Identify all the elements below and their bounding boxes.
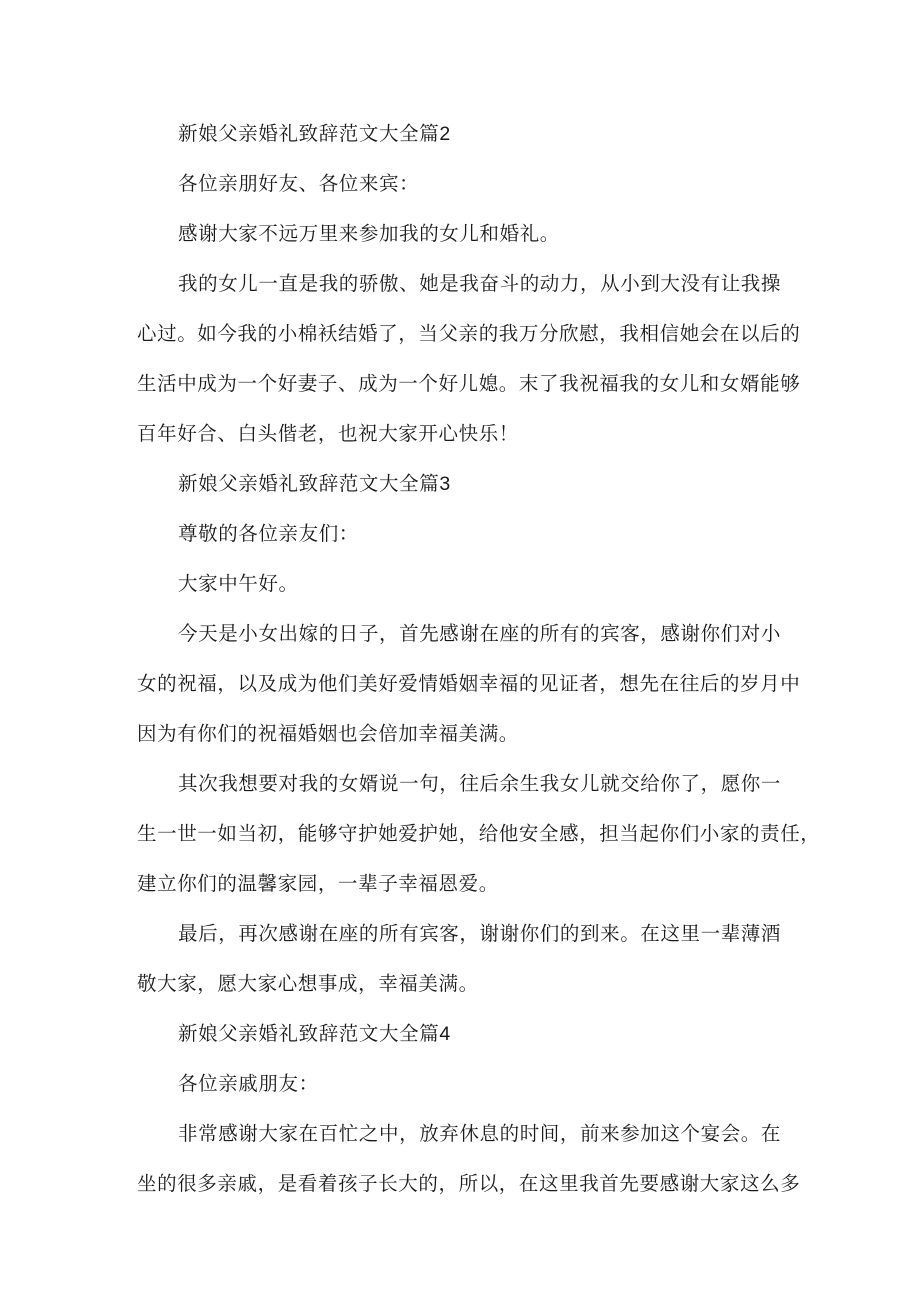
paragraph [137, 262, 801, 455]
paragraph [137, 1112, 801, 1205]
paragraph-line: 建立你们的温馨家园，一辈子幸福恩爱。 [137, 872, 499, 895]
salutation: 尊敬的各位亲友们： [178, 522, 359, 545]
paragraph [137, 762, 821, 905]
document-body [137, 112, 821, 1205]
paragraph-line: 因为有你们的祝福婚姻也会倍加幸福美满。 [137, 722, 519, 745]
salutation: 各位亲戚朋友： [178, 1072, 319, 1095]
paragraph-line: 女的祝福，以及成为他们美好爱情婚姻幸福的见证者，想先在往后的岁月中 [137, 672, 801, 695]
paragraph-line: 心过。如今我的小棉袄结婚了，当父亲的我万分欣慰，我相信她会在以后的 [137, 322, 801, 345]
paragraph-line: 其次我想要对我的女婿说一句，往后余生我女儿就交给你了，愿你一 [178, 772, 782, 795]
paragraph [137, 612, 801, 755]
paragraph-line: 大家中午好。 [178, 572, 299, 595]
paragraph [137, 912, 793, 1005]
paragraph-line: 百年好合、白头偕老，也祝大家开心快乐！ [137, 422, 519, 445]
paragraph-line: 坐的很多亲戚，是看着孩子长大的，所以，在这里我首先要感谢大家这么多 [137, 1172, 801, 1195]
paragraph-line: 感谢大家不远万里来参加我的女儿和婚礼。 [178, 222, 560, 245]
section-heading: 新娘父亲婚礼致辞范文大全篇4 [178, 1022, 451, 1045]
paragraph-line: 生一世一如当初，能够守护她爱护她，给他安全感，担当起你们小家的责任， [137, 822, 821, 845]
paragraph-line: 最后，再次感谢在座的所有宾客，谢谢你们的到来。在这里一辈薄酒 [178, 922, 782, 945]
paragraph-line: 非常感谢大家在百忙之中，放弃休息的时间，前来参加这个宴会。在 [178, 1122, 782, 1145]
paragraph-line: 今天是小女出嫁的日子，首先感谢在座的所有的宾客，感谢你们对小 [178, 622, 782, 645]
paragraph-line: 生活中成为一个好妻子、成为一个好儿媳。末了我祝福我的女儿和女婿能够 [137, 372, 801, 395]
salutation: 各位亲朋好友、各位来宾： [178, 172, 420, 195]
section-heading: 新娘父亲婚礼致辞范文大全篇3 [178, 472, 451, 495]
paragraph-line: 敬大家，愿大家心想事成，幸福美满。 [137, 972, 479, 995]
section-heading: 新娘父亲婚礼致辞范文大全篇2 [178, 122, 451, 145]
paragraph-line: 我的女儿一直是我的骄傲、她是我奋斗的动力，从小到大没有让我操 [178, 272, 782, 295]
